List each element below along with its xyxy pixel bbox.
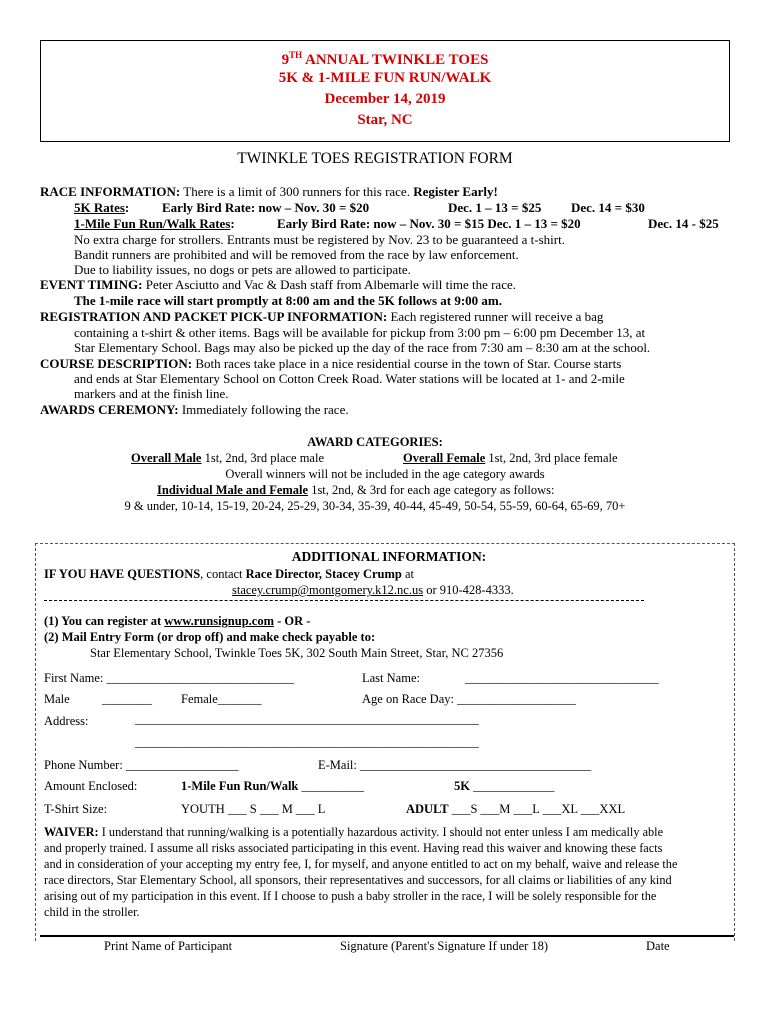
age-categories: 9 & under, 10-14, 15-19, 20-24, 25-29, 30-34, 35-39, 40-44, 45-49, 50-54, 55-59, 60-64, 65-69, 70+ (124, 499, 626, 513)
rates-5k: 5K Rates: (74, 200, 130, 215)
date-label: Date (646, 939, 670, 953)
address-label: Address: (44, 714, 89, 728)
questions-line: IF YOU HAVE QUESTIONS, contact Race Director, Stacey Crump at (44, 567, 415, 581)
runsignup-link[interactable]: www.runsignup.com (164, 614, 274, 628)
event-header-box (40, 40, 730, 142)
waiver-line-1: WAIVER: I understand that running/walking is a potentially hazardous activity. I should not enter unless I am medically able (44, 825, 664, 839)
overall-female: Overall Female 1st, 2nd, 3rd place female (403, 451, 618, 465)
print-name-label: Print Name of Participant (104, 939, 233, 953)
phone-field[interactable]: Phone Number: __________________ (44, 758, 239, 772)
rates-5k-dec14: Dec. 14 = $30 (571, 200, 645, 215)
overall-male: Overall Male 1st, 2nd, 3rd place male (131, 451, 325, 465)
pets-note: Due to liability issues, no dogs or pets are allowed to participate. (74, 262, 411, 277)
packet-line3: Star Elementary School. Bags may also be picked up the day of the race from 7:30 am – 8:30 am at the school. (74, 340, 651, 355)
one-mile-field[interactable]: 1-Mile Fun Run/Walk __________ (181, 779, 365, 793)
youth-sizes[interactable]: YOUTH ___ S ___ M ___ L (181, 802, 326, 816)
rates-5k-early: Early Bird Rate: now – Nov. 30 = $20 (162, 200, 370, 215)
email-field[interactable]: E-Mail: _____________________________________ (318, 758, 592, 772)
event-title-line2: 5K & 1-MILE FUN RUN/WALK (278, 70, 492, 86)
signature-line[interactable] (40, 935, 734, 937)
female-field[interactable]: Female_______ (181, 692, 262, 706)
amount-enclosed-label: Amount Enclosed: (44, 779, 138, 793)
five-k-field[interactable]: 5K _____________ (454, 779, 555, 793)
adult-sizes[interactable]: ADULT ___S ___M ___L ___XL ___XXL (406, 802, 626, 816)
dashed-separator (44, 600, 644, 601)
bandit-note: Bandit runners are prohibited and will be removed from the race by law enforcement. (74, 247, 519, 262)
address-line-2[interactable]: _______________________________________________________ (135, 735, 479, 749)
packet-line2: containing a t-shirt & other items. Bags will be available for pickup from 3:00 pm – 6:00 pm December 13, at (74, 325, 646, 340)
form-title: TWINKLE TOES REGISTRATION FORM (237, 150, 513, 167)
award-categories-title: AWARD CATEGORIES: (307, 435, 443, 449)
event-date: December 14, 2019 (324, 91, 446, 107)
director-email-link[interactable]: stacey.crump@montgomery.k12.nc.us (232, 583, 424, 597)
signature-label: Signature (Parent's Signature If under 18) (340, 939, 549, 953)
awards-ceremony: AWARDS CEREMONY: Immediately following the race. (40, 402, 349, 417)
packet-pickup: REGISTRATION AND PACKET PICK-UP INFORMATION: Each registered runner will receive a bag (40, 309, 604, 324)
course-line2: and ends at Star Elementary School on Cotton Creek Road. Water stations will be located at 1- and 2-mile (74, 371, 625, 386)
age-field[interactable]: Age on Race Day: ___________________ (362, 692, 576, 706)
first-name-field[interactable]: First Name: ______________________________ (44, 671, 294, 685)
option-mail: (2) Mail Entry Form (or drop off) and make check payable to: (44, 630, 376, 644)
race-info-line: RACE INFORMATION: There is a limit of 300 runners for this race. Register Early! (40, 184, 498, 199)
rates-1mile: 1-Mile Fun Run/Walk Rates: (74, 216, 235, 231)
event-timing: EVENT TIMING: Peter Asciutto and Vac & Dash staff from Albemarle will time the race. (40, 277, 516, 292)
rates-1mile-early: Early Bird Rate: now – Nov. 30 = $15 Dec. 1 – 13 = $20 (277, 216, 581, 231)
male-checkbox-field[interactable]: Male (44, 692, 70, 706)
event-title-line1: 9TH ANNUAL TWINKLE TOES (281, 50, 489, 68)
male-line[interactable]: ________ (102, 692, 152, 706)
address-line-1[interactable]: _______________________________________________________ (135, 712, 479, 726)
rates-5k-dec1: Dec. 1 – 13 = $25 (448, 200, 542, 215)
event-location: Star, NC (357, 112, 413, 128)
rates-1mile-dec14: Dec. 14 - $25 (648, 216, 719, 231)
last-name-line[interactable]: _______________________________ (465, 671, 659, 685)
waiver-line-3: and in consideration of your accepting my entry fee, I, for myself, and anyone entitled to act on my behalf, waive and release the (44, 857, 678, 871)
start-times: The 1-mile race will start promptly at 8:00 am and the 5K follows at 9:00 am. (74, 293, 502, 308)
waiver-line-5: arising out of my participation in this event. If I choose to push a baby stroller in the race, I will be solely responsible for the (44, 889, 657, 903)
waiver-line-6: child in the stroller. (44, 905, 140, 919)
waiver-line-4: race directors, Star Elementary School, all sponsors, their representatives and successors, for all claims or liabilities of any kind (44, 873, 672, 887)
course-description: COURSE DESCRIPTION: Both races take place in a nice residential course in the town of Star. Course starts (40, 356, 622, 371)
individual-awards: Individual Male and Female 1st, 2nd, & 3rd for each age category as follows: (157, 483, 555, 497)
additional-info-title: ADDITIONAL INFORMATION: (291, 549, 487, 564)
option-online: (1) You can register at www.runsignup.com - OR - (44, 614, 311, 628)
strollers-note: No extra charge for strollers. Entrants must be registered by Nov. 23 to be guaranteed a t-shirt. (74, 232, 565, 247)
course-line3: markers and at the finish line. (74, 386, 229, 401)
overall-note: Overall winners will not be included in the age category awards (225, 467, 545, 481)
mail-address: Star Elementary School, Twinkle Toes 5K, 302 South Main Street, Star, NC 27356 (90, 646, 504, 660)
contact-line: stacey.crump@montgomery.k12.nc.us or 910-428-4333. (232, 583, 514, 597)
tshirt-size-label: T-Shirt Size: (44, 802, 108, 816)
waiver-line-2: and properly trained. I assume all risks associated participating in this event. Having read this waiver and knowing these facts (44, 841, 663, 855)
last-name-field[interactable]: Last Name: (362, 671, 420, 685)
